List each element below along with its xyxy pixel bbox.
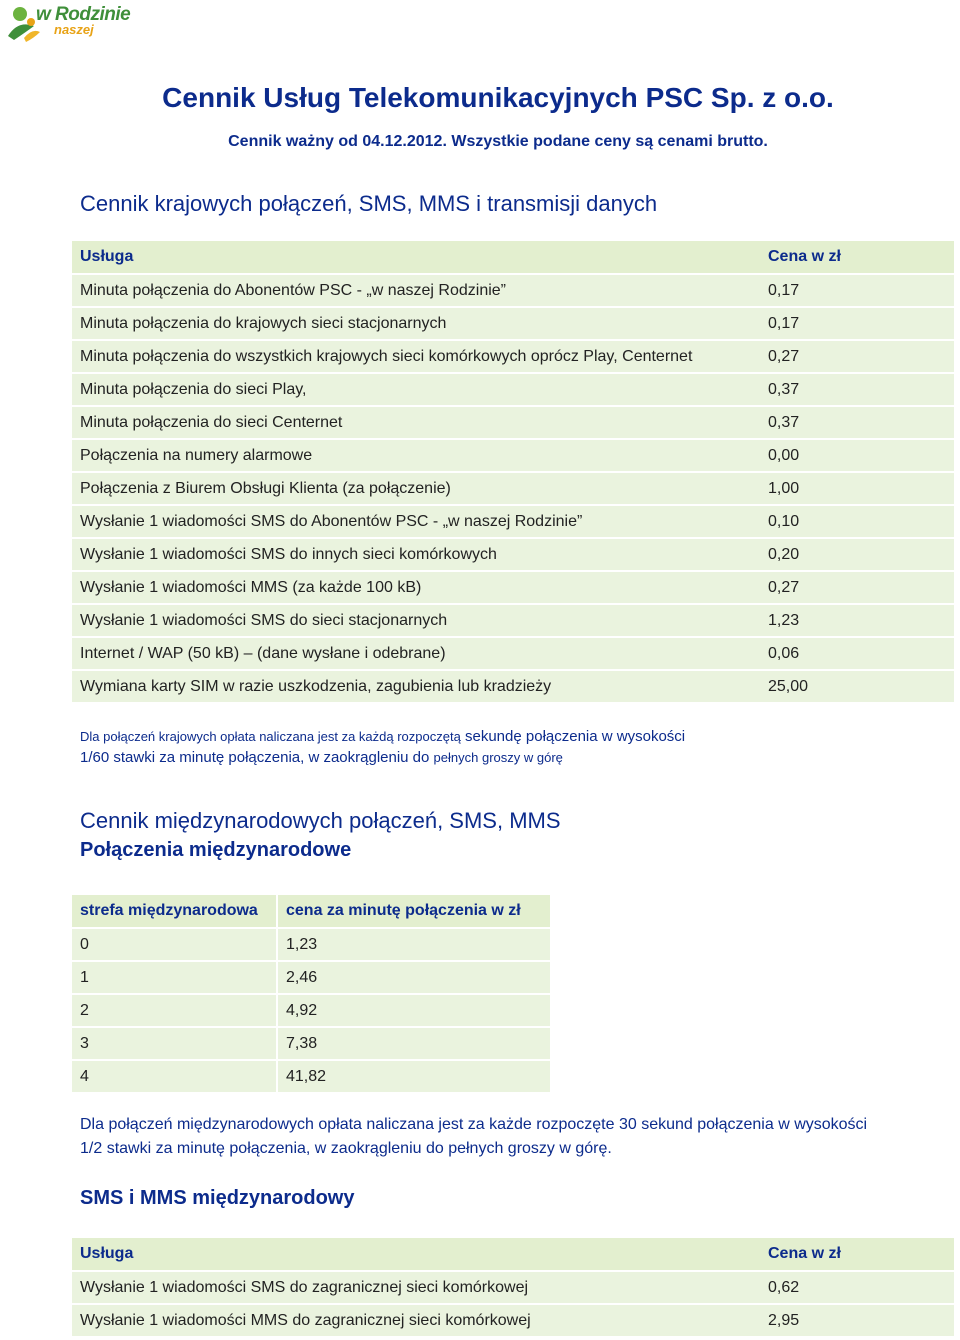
table-row: [72, 637, 954, 670]
service-cell: Wysłanie 1 wiadomości MMS (za każde 100 kB): [72, 571, 760, 604]
domestic-billing-note: Dla połączeń krajowych opłata naliczana jest za każdą rozpoczętą sekundę połączenia w wysokości 1/60 stawki za minutę połączenia, w zaokrągleniu do pełnych groszy w górę: [80, 728, 686, 766]
zone-cell: 2: [72, 994, 277, 1027]
table-row: [72, 670, 954, 703]
column-header-price: Cena w zł: [760, 1238, 954, 1271]
domestic-heading: Cennik krajowych połączeń, SMS, MMS i transmisji danych: [80, 191, 658, 216]
table-row: [72, 928, 550, 961]
table-row: [72, 604, 954, 637]
price-cell: 0,27: [760, 340, 954, 373]
zone-cell: 3: [72, 1027, 277, 1060]
validity-note: Cennik ważny od 04.12.2012. Wszystkie podane ceny są cenami brutto.: [228, 133, 768, 150]
price-cell: 1,00: [760, 472, 954, 505]
price-cell: 0,37: [760, 373, 954, 406]
column-header-price: cena za minutę połączenia w zł: [277, 895, 550, 928]
price-cell: 25,00: [760, 670, 954, 703]
service-cell: Połączenia na numery alarmowe: [72, 439, 760, 472]
table-row: [72, 1304, 954, 1337]
table-row: [72, 994, 550, 1027]
column-header-zone: strefa międzynarodowa: [72, 895, 277, 928]
table-row: [72, 373, 954, 406]
service-cell: Wysłanie 1 wiadomości SMS do innych sieci komórkowych: [72, 538, 760, 571]
table-row: [72, 439, 954, 472]
table-row: [72, 571, 954, 604]
table-row: [72, 340, 954, 373]
price-cell: 0,27: [760, 571, 954, 604]
price-cell: 0,17: [760, 307, 954, 340]
service-cell: Wysłanie 1 wiadomości SMS do Abonentów PSC - „w naszej Rodzinie”: [72, 505, 760, 538]
table-row: [72, 307, 954, 340]
domestic-price-table: [72, 241, 954, 704]
international-calls-subheading: Połączenia międzynarodowe: [80, 839, 352, 861]
price-cell: 0,00: [760, 439, 954, 472]
zone-cell: 4: [72, 1060, 277, 1093]
brand-logo: [4, 2, 134, 42]
column-header-service: Usługa: [72, 1238, 760, 1271]
service-cell: Minuta połączenia do Abonentów PSC - „w naszej Rodzinie”: [72, 274, 760, 307]
service-cell: Wysłanie 1 wiadomości MMS do zagranicznej sieci komórkowej: [72, 1304, 760, 1337]
price-cell: 1,23: [760, 604, 954, 637]
service-cell: Internet / WAP (50 kB) – (dane wysłane i odebrane): [72, 637, 760, 670]
international-heading: Cennik międzynarodowych połączeń, SMS, MMS: [80, 808, 561, 833]
price-cell: 1,23: [277, 928, 550, 961]
price-cell: 41,82: [277, 1060, 550, 1093]
price-cell: 2,46: [277, 961, 550, 994]
column-header-service: Usługa: [72, 241, 760, 274]
international-billing-note: Dla połączeń międzynarodowych opłata naliczana jest za każde rozpoczęte 30 sekund połączenia w wysokości 1/2 stawki za minutę połączenia, w zaokrągleniu do pełnych groszy w górę.: [80, 1116, 868, 1157]
table-row: [72, 1027, 550, 1060]
service-cell: Wysłanie 1 wiadomości SMS do sieci stacjonarnych: [72, 604, 760, 637]
service-cell: Wysłanie 1 wiadomości SMS do zagranicznej sieci komórkowej: [72, 1271, 760, 1304]
service-cell: Połączenia z Biurem Obsługi Klienta (za połączenie): [72, 472, 760, 505]
price-cell: 7,38: [277, 1027, 550, 1060]
page-title: Cennik Usług Telekomunikacyjnych PSC Sp. z o.o.: [162, 82, 834, 113]
zone-cell: 1: [72, 961, 277, 994]
service-cell: Minuta połączenia do wszystkich krajowych sieci komórkowych oprócz Play, Centernet: [72, 340, 760, 373]
table-row: [72, 274, 954, 307]
price-cell: 0,62: [760, 1271, 954, 1304]
table-row: [72, 1060, 550, 1093]
table-row: [72, 472, 954, 505]
table-header-row: [72, 1238, 954, 1271]
price-cell: 0,17: [760, 274, 954, 307]
logo-subtext: naszej: [54, 22, 94, 37]
service-cell: Minuta połączenia do sieci Play,: [72, 373, 760, 406]
table-header-row: [72, 895, 550, 928]
zone-cell: 0: [72, 928, 277, 961]
table-row: [72, 538, 954, 571]
service-cell: Minuta połączenia do sieci Centernet: [72, 406, 760, 439]
table-row: [72, 1271, 954, 1304]
table-row: [72, 505, 954, 538]
table-row: [72, 961, 550, 994]
price-cell: 0,10: [760, 505, 954, 538]
logo-text: w Rodzinie: [36, 4, 131, 25]
price-cell: 4,92: [277, 994, 550, 1027]
column-header-price: Cena w zł: [760, 241, 954, 274]
service-cell: Wymiana karty SIM w razie uszkodzenia, zagubienia lub kradzieży: [72, 670, 760, 703]
sms-mms-international-heading: SMS i MMS międzynarodowy: [80, 1187, 355, 1209]
sms-mms-international-table: [72, 1238, 954, 1338]
price-cell: 2,95: [760, 1304, 954, 1337]
table-row: [72, 406, 954, 439]
price-cell: 0,20: [760, 538, 954, 571]
table-header-row: [72, 241, 954, 274]
international-zone-table: [72, 895, 550, 1094]
price-cell: 0,06: [760, 637, 954, 670]
price-cell: 0,37: [760, 406, 954, 439]
service-cell: Minuta połączenia do krajowych sieci stacjonarnych: [72, 307, 760, 340]
